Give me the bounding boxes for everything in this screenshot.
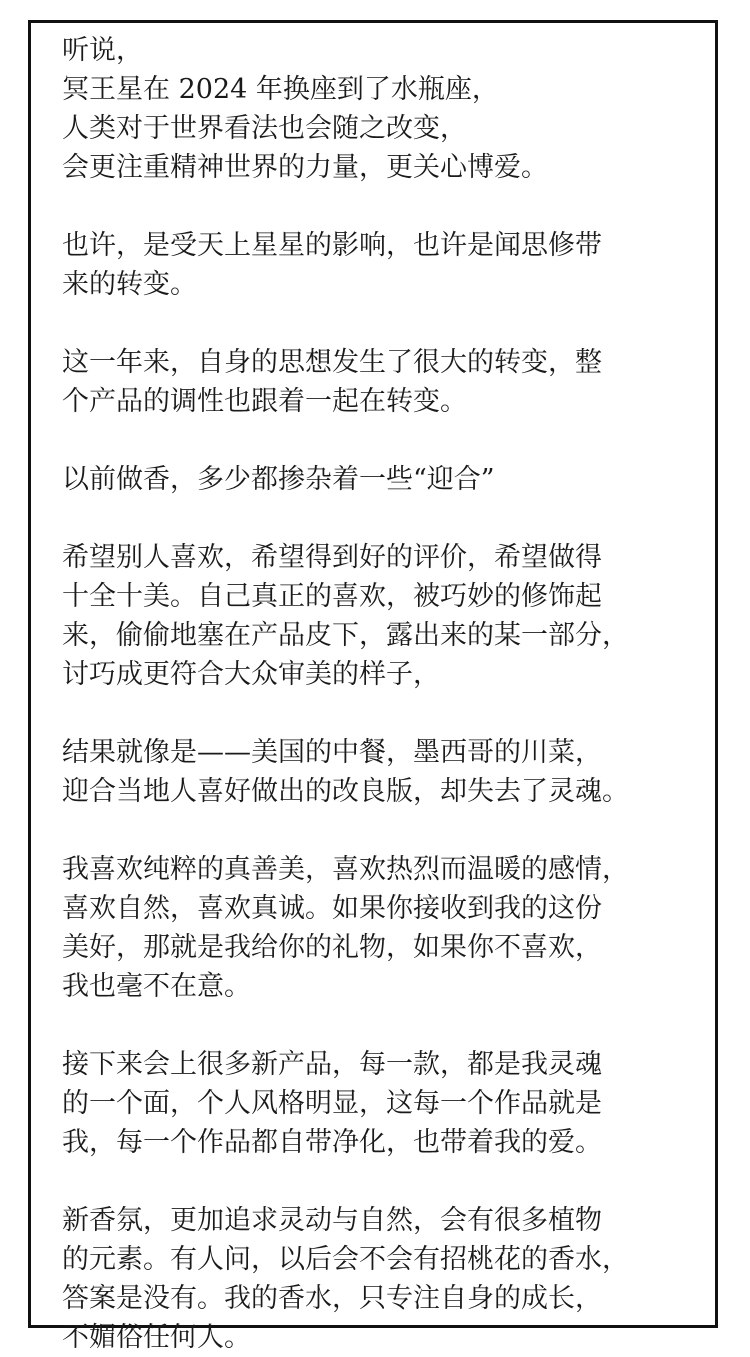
text-line: 迎合当地人喜好做出的改良版，却失去了灵魂。 (62, 776, 629, 807)
paragraph (62, 850, 702, 1006)
paragraph (62, 460, 702, 499)
document-body (62, 31, 702, 1357)
text-line: 我，每一个作品都自带净化，也带着我的爱。 (62, 1127, 602, 1158)
text-line: 的一个面，个人风格明显，这每一个作品就是 (62, 1088, 602, 1119)
text-line: 十全十美。自己真正的喜欢，被巧妙的修饰起 (62, 581, 602, 612)
text-line: 以前做香，多少都掺杂着一些“迎合” (62, 464, 495, 495)
text-line: 冥王星在 2024 年换座到了水瓶座， (62, 74, 499, 105)
text-line: 我喜欢纯粹的真善美，喜欢热烈而温暖的感情， (62, 854, 629, 885)
text-line: 希望别人喜欢，希望得到好的评价，希望做得 (62, 542, 602, 573)
text-line: 听说， (62, 35, 143, 66)
paragraph (62, 733, 702, 811)
text-line: 新香氛，更加追求灵动与自然，会有很多植物 (62, 1205, 602, 1236)
text-line: 我也毫不在意。 (62, 971, 251, 1002)
text-line: 答案是没有。我的香水，只专注自身的成长， (62, 1283, 602, 1314)
text-line: 美好，那就是我给你的礼物，如果你不喜欢， (62, 932, 602, 963)
document-frame (28, 20, 718, 1353)
text-line: 会更注重精神世界的力量，更关心博爱。 (62, 152, 548, 183)
text-line: 也许，是受天上星星的影响，也许是闻思修带 (62, 230, 602, 261)
paragraph (62, 31, 702, 187)
paragraph (62, 343, 702, 421)
text-line: 喜欢自然，喜欢真诚。如果你接收到我的这份 (62, 893, 602, 924)
text-line: 不媚俗任何人。 (62, 1322, 251, 1353)
text-line: 人类对于世界看法也会随之改变， (62, 113, 467, 144)
text-line: 结果就像是——美国的中餐，墨西哥的川菜， (62, 737, 602, 768)
text-line: 来，偷偷地塞在产品皮下，露出来的某一部分， (62, 620, 629, 651)
text-line: 的元素。有人问，以后会不会有招桃花的香水， (62, 1244, 629, 1275)
paragraph (62, 1201, 702, 1357)
text-line: 讨巧成更符合大众审美的样子， (62, 659, 440, 690)
text-line: 这一年来，自身的思想发生了很大的转变，整 (62, 347, 602, 378)
text-line: 来的转变。 (62, 269, 197, 300)
text-line: 个产品的调性也跟着一起在转变。 (62, 386, 467, 417)
paragraph (62, 538, 702, 694)
text-line: 接下来会上很多新产品，每一款，都是我灵魂 (62, 1049, 602, 1080)
paragraph (62, 1045, 702, 1162)
paragraph (62, 226, 702, 304)
